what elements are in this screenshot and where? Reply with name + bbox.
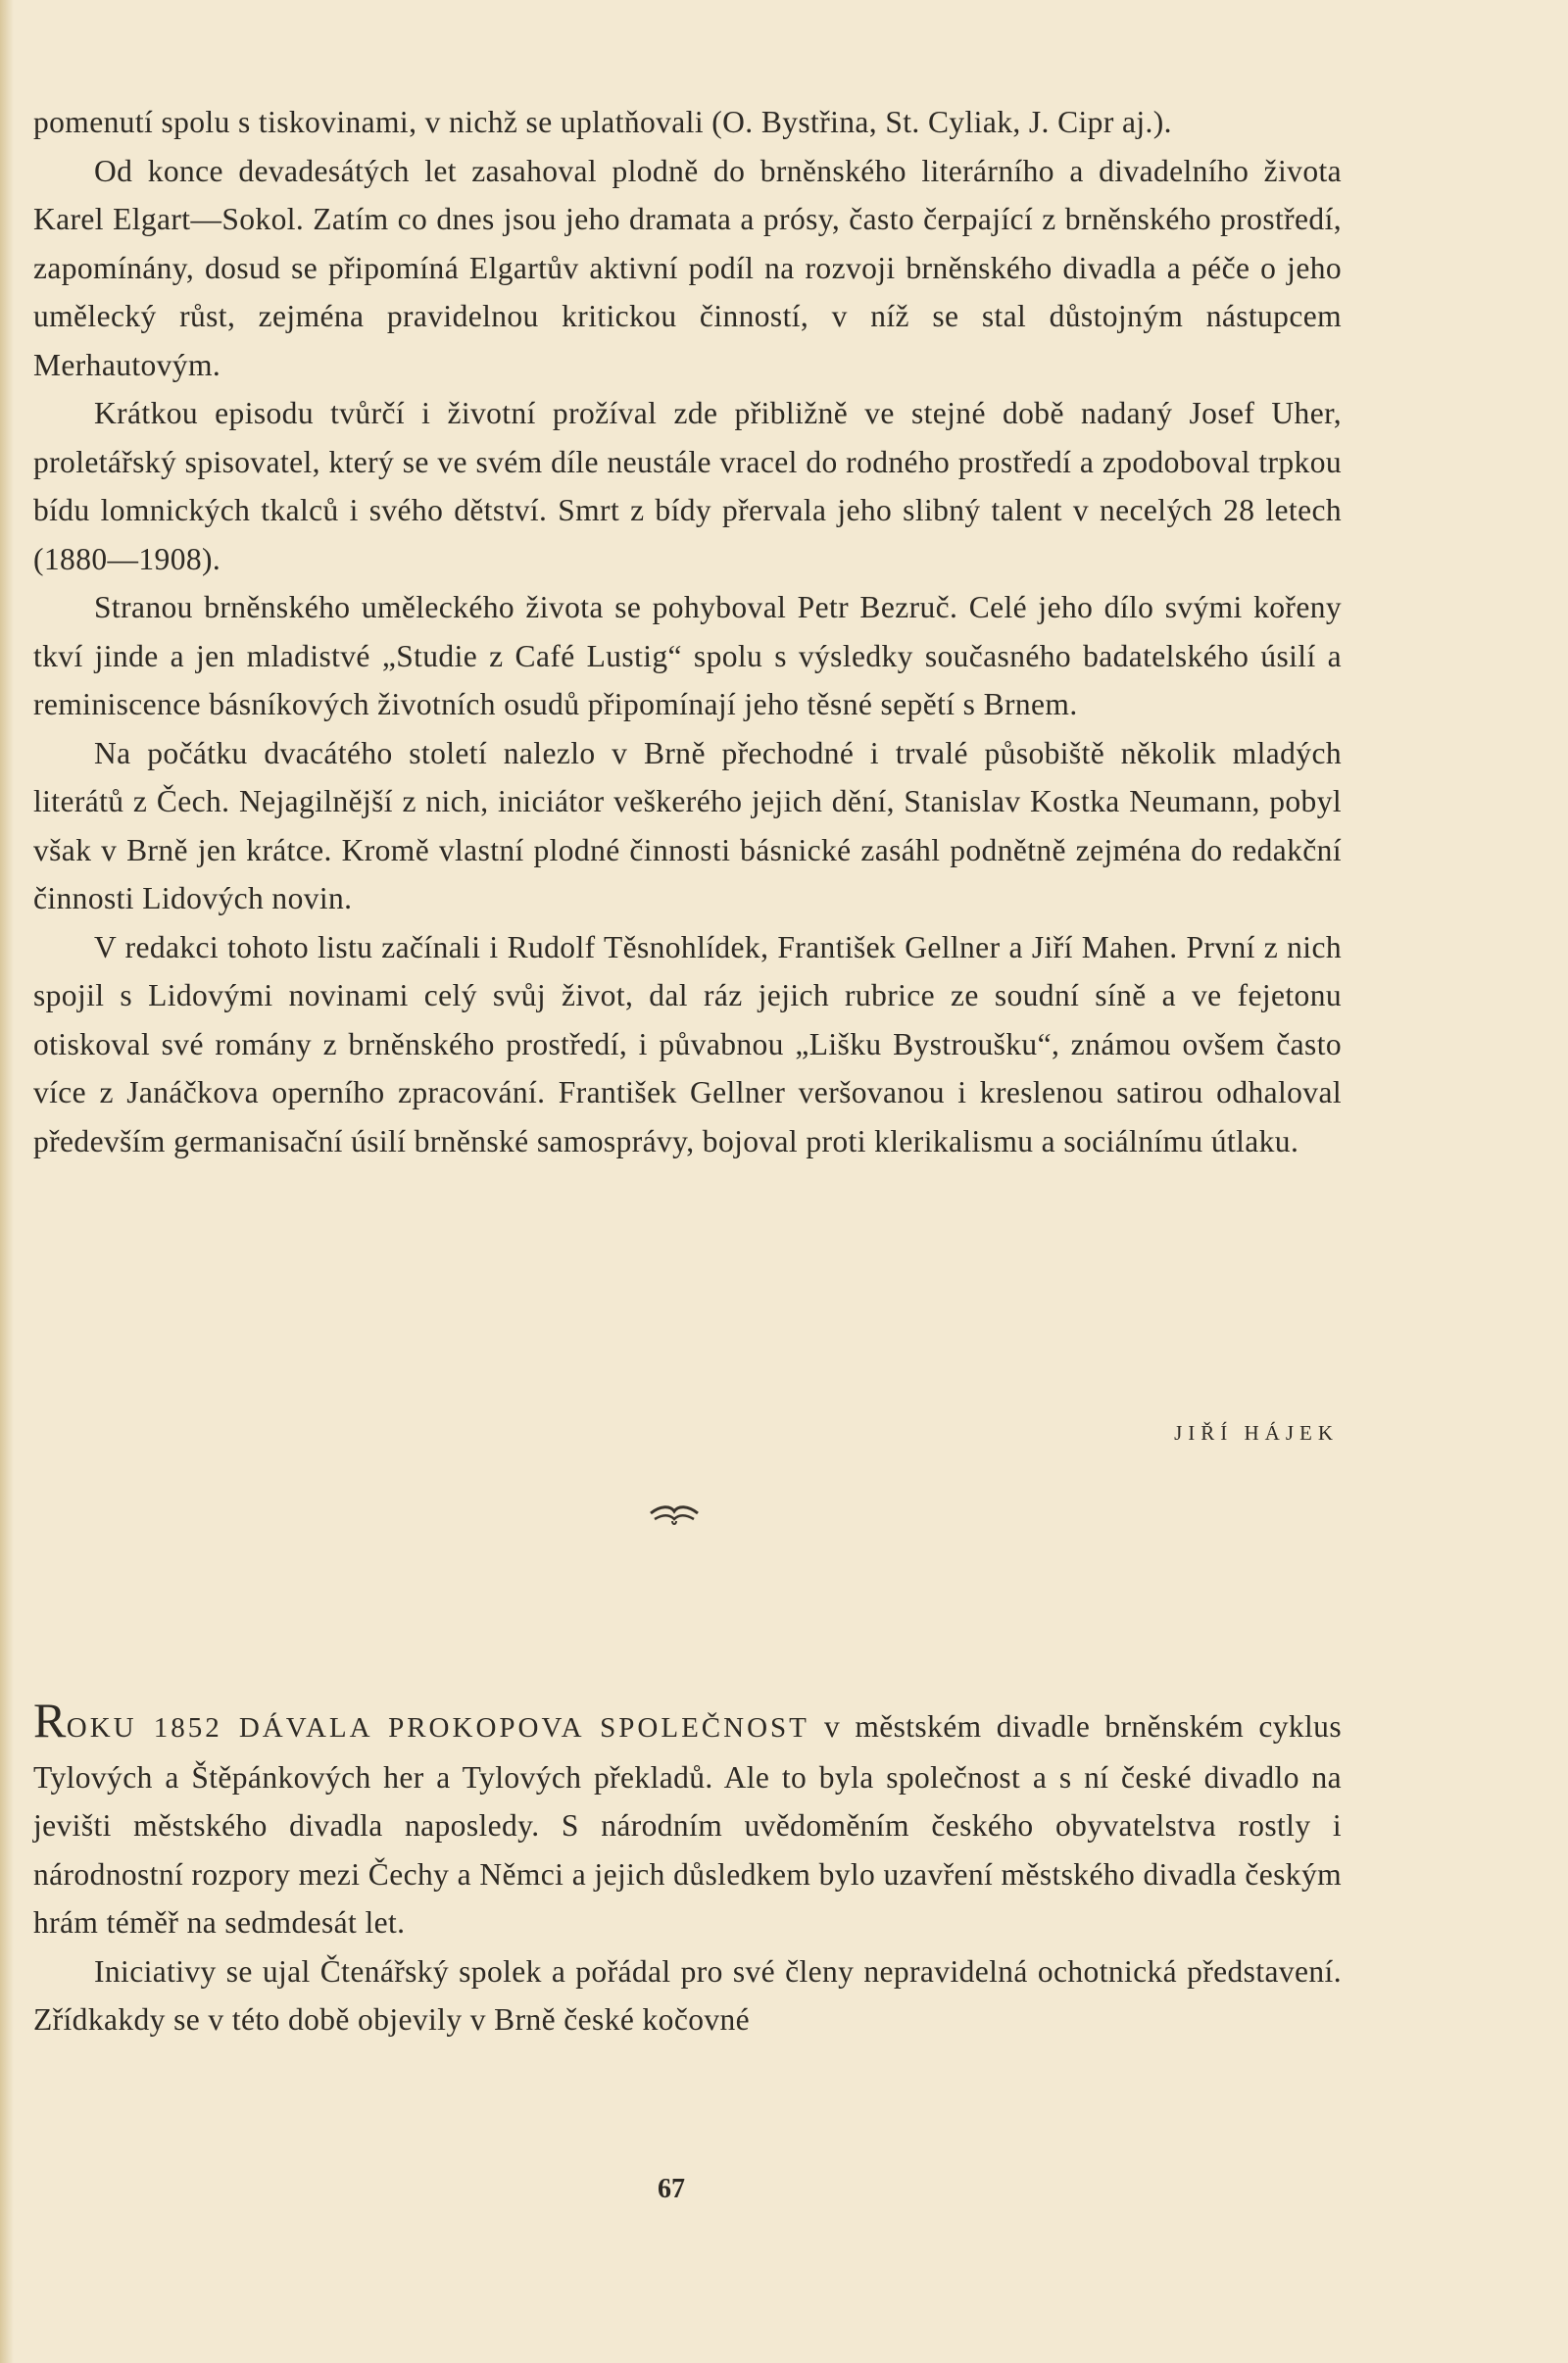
- decorative-fleuron-icon: [647, 1500, 702, 1529]
- opening-caps: OKU 1852 DÁVALA PROKOPOVA SPOLEČNOST: [66, 1712, 809, 1744]
- paragraph: Iniciativy se ujal Čtenářský spolek a pořádal pro své členy nepravidelná ochotnická představení. Zřídkakdy se v této době objevily v Brně české kočovné: [33, 1953, 1342, 2037]
- author-signature: JIŘÍ HÁJEK: [1174, 1421, 1339, 1445]
- article-1-body: [33, 98, 1342, 1165]
- page-edge-shadow: [0, 0, 14, 2363]
- paragraph: Na počátku dvacátého století nalezlo v Brně přechodné i trvalé působiště několik mladých literátů z Čech. Nejagilnější z nich, iniciátor veškerého jejich dění, Stanislav Kostka Neumann, pobyl však v Brně jen krátce. Kromě vlastní plodné činnosti básnické zasáhl podnětně zejména do redakční činnosti Lidových novin.: [33, 735, 1342, 915]
- page-number: 67: [658, 2174, 685, 2204]
- paragraph: pomenutí spolu s tiskovinami, v nichž se uplatňovali (O. Bystřina, St. Cyliak, J. Cipr aj.).: [33, 105, 1172, 139]
- drop-cap: R: [33, 1693, 67, 1748]
- paragraph-opening: [33, 1693, 1342, 1947]
- paragraph-continuation: v městském divadle brněnském cyklus Tylových a Štěpánkových her a Tylových překladů. Ale to byla společnost a s ní české divadlo na jevišti městského divadla naposledy. S národním uvědoměním českého obyvatelstva rostly i národnostní rozpory mezi Čechy a Němci a jejich důsledkem bylo uzavření městského divadla českým hrám téměř na sedmdesát let.: [33, 1709, 1342, 1940]
- paragraph: V redakci tohoto listu začínali i Rudolf Těsnohlídek, František Gellner a Jiří Mahen. První z nich spojil s Lidovými novinami celý svůj život, dal ráz jejich rubrice ze soudní síně a ve fejetonu otiskoval své romány z brněnského prostředí, i půvabnou „Lišku Bystroušku“, známou ovšem často více z Janáčkova operního zpracování. František Gellner veršovanou i kreslenou satirou odhaloval především germanisační úsilí brněnské samosprávy, bojoval proti klerikalismu a sociálnímu útlaku.: [33, 929, 1342, 1158]
- paragraph: Stranou brněnského uměleckého života se pohyboval Petr Bezruč. Celé jeho dílo svými kořeny tkví jinde a jen mladistvé „Studie z Café Lustig“ spolu s výsledky současného badatelského úsilí a reminiscence básníkových životních osudů připomínají jeho těsné sepětí s Brnem.: [33, 590, 1342, 721]
- paragraph: Od konce devadesátých let zasahoval plodně do brněnského literárního a divadelního života Karel Elgart—Sokol. Zatím co dnes jsou jeho dramata a prósy, často čerpající z brněnského prostředí, zapomínány, dosud se připomíná Elgartův aktivní podíl na rozvoji brněnského divadla a péče o jeho umělecký růst, zejména pravidelnou kritickou činností, v níž se stal důstojným nástupcem Merhautovým.: [33, 153, 1342, 382]
- paragraph: Krátkou episodu tvůrčí i životní prožíval zde přibližně ve stejné době nadaný Josef Uher, proletářský spisovatel, který se ve svém díle neustále vracel do rodného prostředí a zpodoboval trpkou bídu lomnických tkalců i svého dětství. Smrt z bídy přervala jeho slibný talent v necelých 28 letech (1880—1908).: [33, 396, 1342, 576]
- article-2-body: [33, 1693, 1342, 2044]
